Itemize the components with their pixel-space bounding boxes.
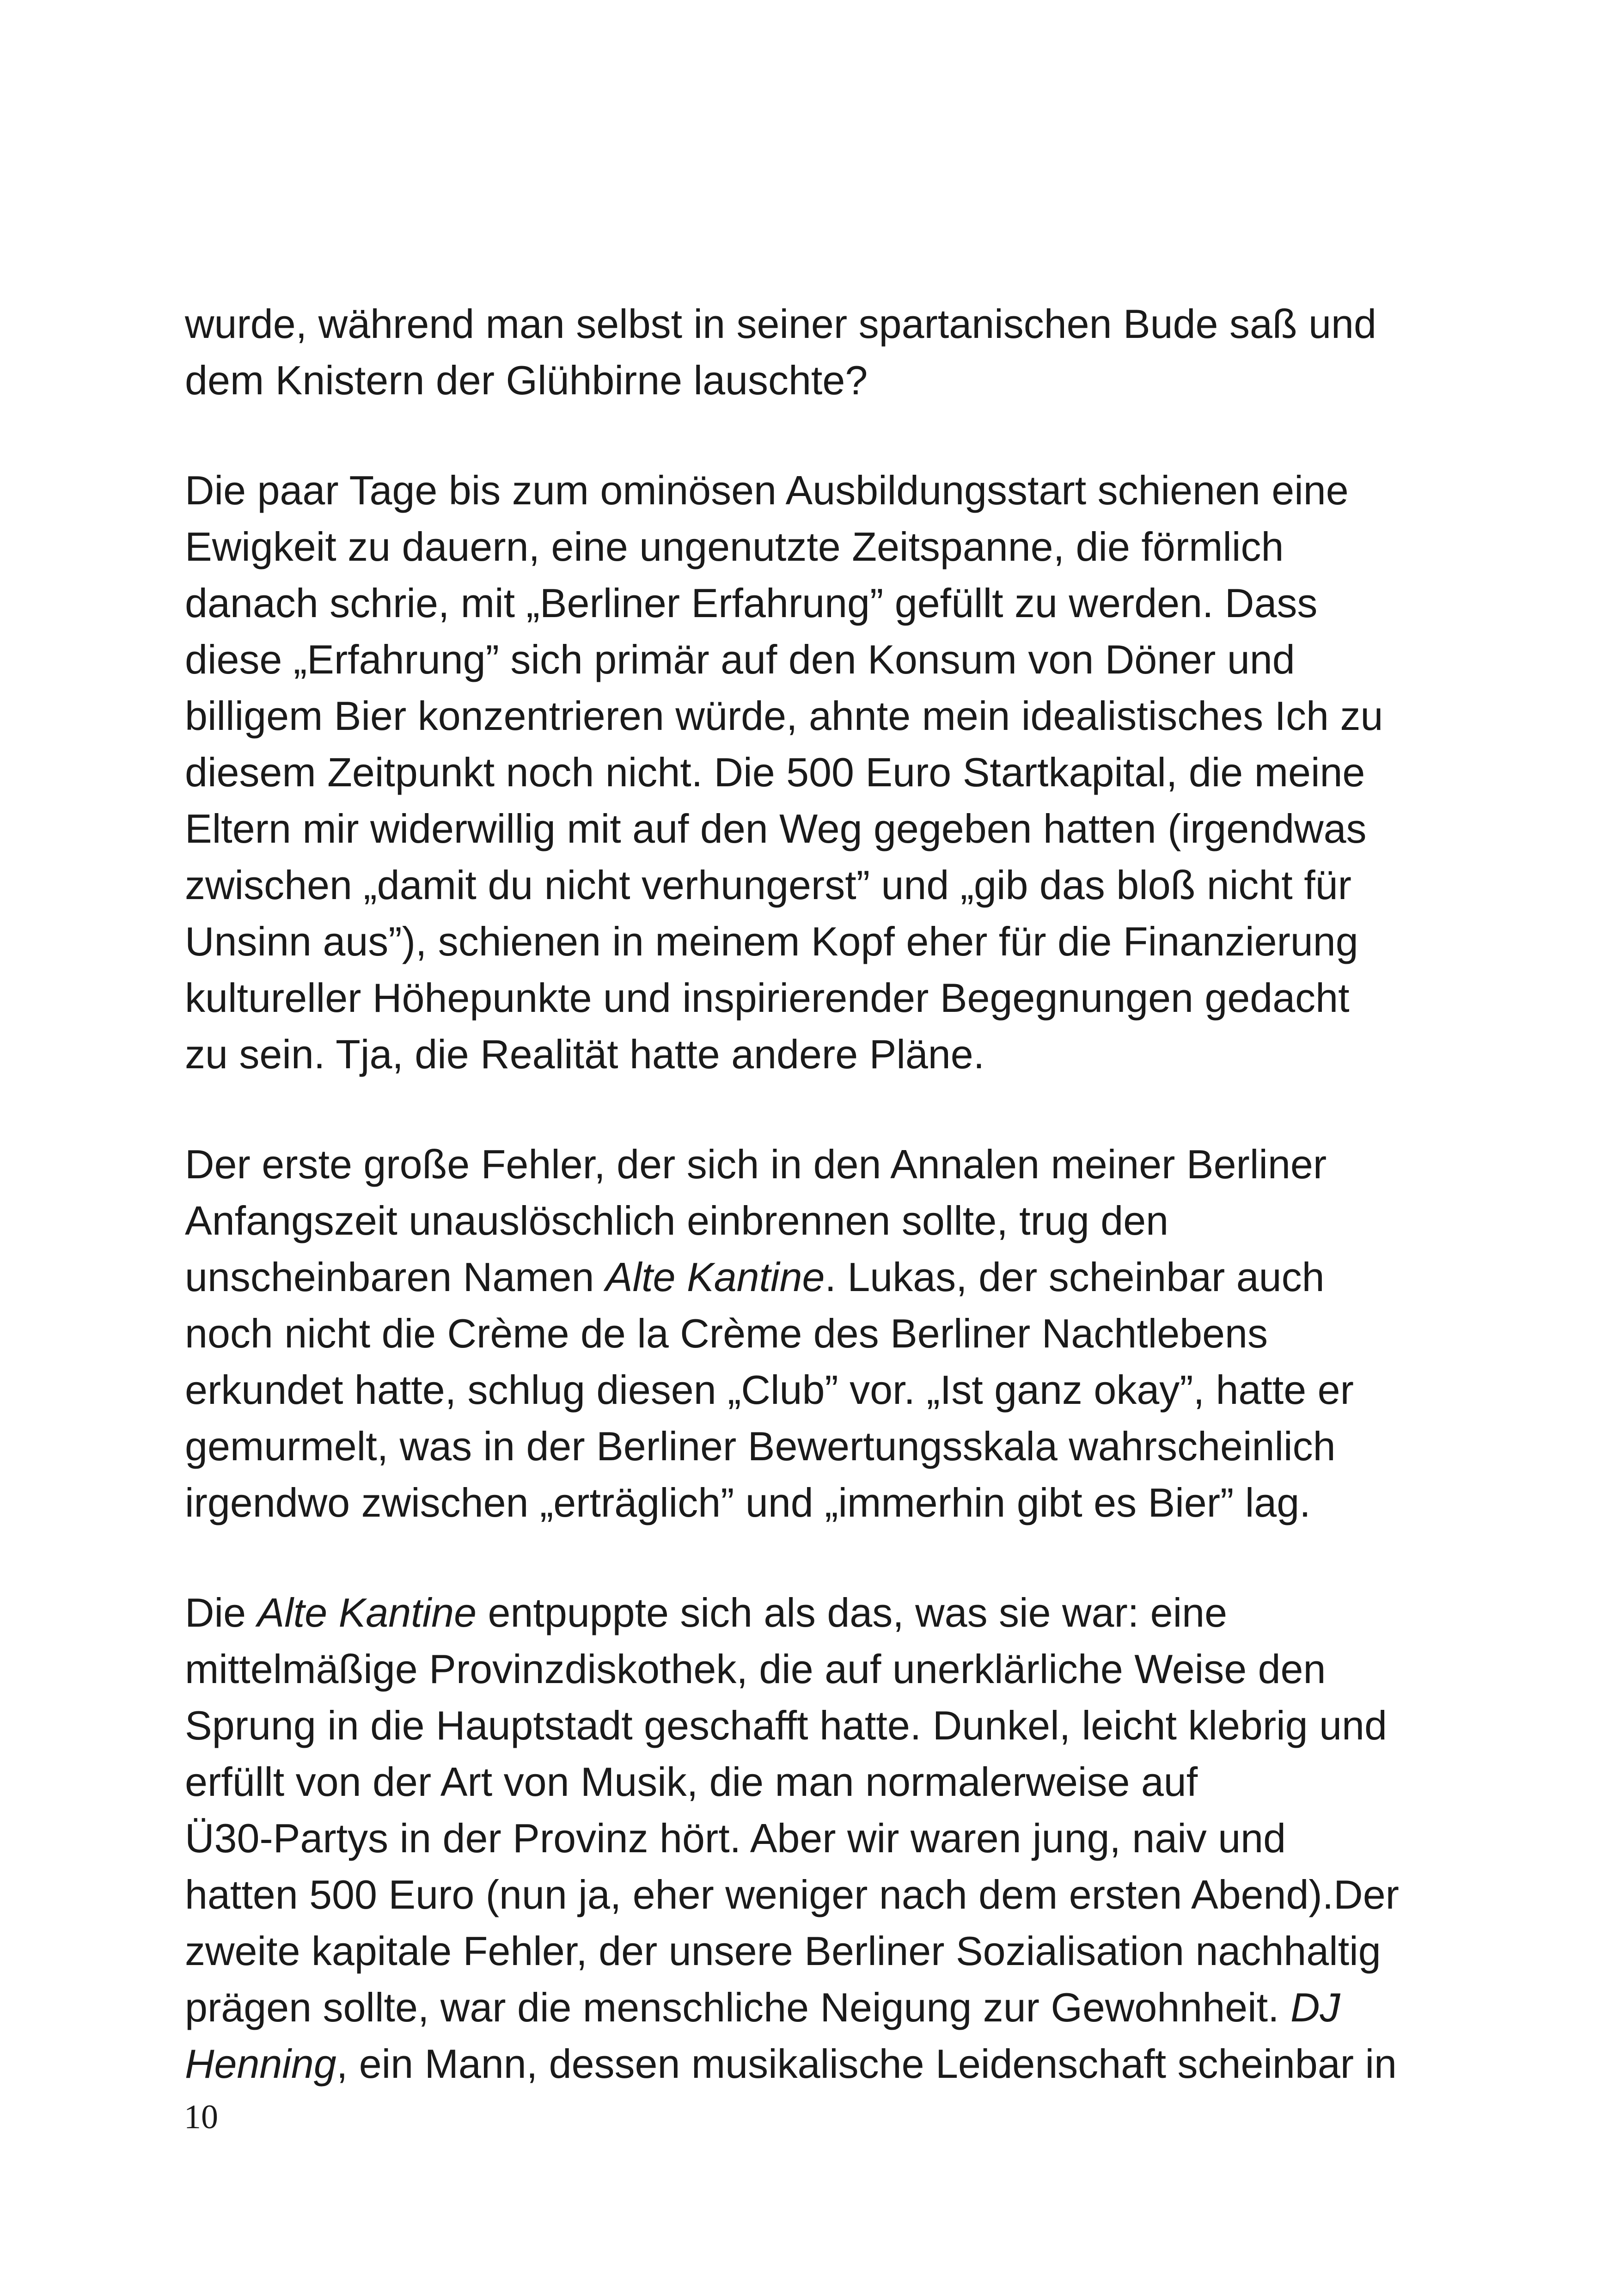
text-segment: diese „Erfahrung” sich primär auf den Konsum von Döner und bbox=[185, 637, 1295, 682]
text-segment: Unsinn aus”), schienen in meinem Kopf eher für die Finanzierung bbox=[185, 918, 1358, 964]
text-segment: Der erste große Fehler, der sich in den Annalen meiner Berliner bbox=[185, 1141, 1327, 1187]
paragraph bbox=[185, 1585, 1488, 2092]
text-segment: Sprung in die Hauptstadt geschafft hatte. Dunkel, leicht klebrig und bbox=[185, 1702, 1387, 1748]
text-line bbox=[185, 2036, 1488, 2092]
text-line bbox=[185, 801, 1488, 857]
text-line bbox=[185, 575, 1488, 631]
text-segment: prägen sollte, war die menschliche Neigung zur Gewohnheit. bbox=[185, 1984, 1290, 2030]
text-segment: dem Knistern der Glühbirne lauschte? bbox=[185, 357, 868, 403]
text-line bbox=[185, 913, 1488, 970]
italic-text: Alte Kantine bbox=[257, 1590, 477, 1635]
italic-text: Henning bbox=[185, 2041, 336, 2087]
text-line bbox=[185, 519, 1488, 575]
italic-text: Alte Kantine bbox=[605, 1254, 825, 1300]
text-line bbox=[185, 1362, 1488, 1418]
text-line bbox=[185, 296, 1488, 352]
text-line bbox=[185, 1867, 1488, 1923]
body-text bbox=[185, 296, 1488, 2092]
text-line bbox=[185, 1249, 1488, 1305]
text-line bbox=[185, 1193, 1488, 1249]
text-line bbox=[185, 1979, 1488, 2036]
text-line bbox=[185, 970, 1488, 1026]
text-line bbox=[185, 1754, 1488, 1810]
text-segment: Die bbox=[185, 1590, 257, 1635]
text-segment: unscheinbaren Namen bbox=[185, 1254, 605, 1300]
text-segment: mittelmäßige Provinzdiskothek, die auf unerklärliche Weise den bbox=[185, 1646, 1326, 1692]
text-line bbox=[185, 1418, 1488, 1475]
text-segment: . Lukas, der scheinbar auch bbox=[825, 1254, 1325, 1300]
text-line bbox=[185, 857, 1488, 913]
text-line bbox=[185, 744, 1488, 801]
text-segment: Die paar Tage bis zum ominösen Ausbildungsstart schienen eine bbox=[185, 467, 1349, 513]
paragraph bbox=[185, 1136, 1488, 1531]
paragraph bbox=[185, 462, 1488, 1083]
text-segment: entpuppte sich als das, was sie war: eine bbox=[477, 1590, 1228, 1635]
text-segment: danach schrie, mit „Berliner Erfahrung” gefüllt zu werden. Dass bbox=[185, 580, 1318, 626]
text-segment: Ewigkeit zu dauern, eine ungenutzte Zeitspanne, die förmlich bbox=[185, 524, 1284, 569]
text-segment: erkundet hatte, schlug diesen „Club” vor. „Ist ganz okay”, hatte er bbox=[185, 1367, 1354, 1413]
text-segment: wurde, während man selbst in seiner spartanischen Bude saß und bbox=[185, 301, 1376, 347]
text-segment: Ü30-Partys in der Provinz hört. Aber wir waren jung, naiv und bbox=[185, 1815, 1286, 1861]
text-line bbox=[185, 462, 1488, 519]
text-segment: Eltern mir widerwillig mit auf den Weg gegeben hatten (irgendwas bbox=[185, 806, 1367, 851]
text-line bbox=[185, 631, 1488, 688]
text-segment: gemurmelt, was in der Berliner Bewertungsskala wahrscheinlich bbox=[185, 1423, 1336, 1469]
text-line bbox=[185, 1810, 1488, 1867]
text-segment: zu sein. Tja, die Realität hatte andere Pläne. bbox=[185, 1031, 985, 1077]
text-segment: zwischen „damit du nicht verhungerst” und „gib das bloß nicht für bbox=[185, 862, 1351, 908]
text-segment: kultureller Höhepunkte und inspirierender Begegnungen gedacht bbox=[185, 975, 1350, 1021]
text-line bbox=[185, 1305, 1488, 1362]
text-line bbox=[185, 1923, 1488, 1979]
text-segment: zweite kapitale Fehler, der unsere Berliner Sozialisation nachhaltig bbox=[185, 1928, 1381, 1974]
text-line bbox=[185, 1026, 1488, 1083]
text-line bbox=[185, 1641, 1488, 1697]
text-segment: , ein Mann, dessen musikalische Leidenschaft scheinbar in bbox=[336, 2041, 1397, 2087]
text-segment: erfüllt von der Art von Musik, die man normalerweise auf bbox=[185, 1759, 1198, 1805]
text-line bbox=[185, 1585, 1488, 1641]
text-line bbox=[185, 1475, 1488, 1531]
text-segment: billigem Bier konzentrieren würde, ahnte mein idealistisches Ich zu bbox=[185, 693, 1383, 739]
paragraph bbox=[185, 296, 1488, 409]
text-segment: noch nicht die Crème de la Crème des Berliner Nachtlebens bbox=[185, 1310, 1268, 1356]
text-segment: Anfangszeit unauslöschlich einbrennen sollte, trug den bbox=[185, 1198, 1169, 1243]
text-line bbox=[185, 352, 1488, 409]
text-line bbox=[185, 1697, 1488, 1754]
text-line bbox=[185, 688, 1488, 744]
text-segment: irgendwo zwischen „erträglich” und „immerhin gibt es Bier” lag. bbox=[185, 1480, 1311, 1525]
text-segment: diesem Zeitpunkt noch nicht. Die 500 Euro Startkapital, die meine bbox=[185, 749, 1365, 795]
page-number: 10 bbox=[184, 2098, 218, 2136]
text-line bbox=[185, 1136, 1488, 1193]
italic-text: DJ bbox=[1290, 1984, 1340, 2030]
text-segment: hatten 500 Euro (nun ja, eher weniger nach dem ersten Abend).Der bbox=[185, 1872, 1399, 1917]
